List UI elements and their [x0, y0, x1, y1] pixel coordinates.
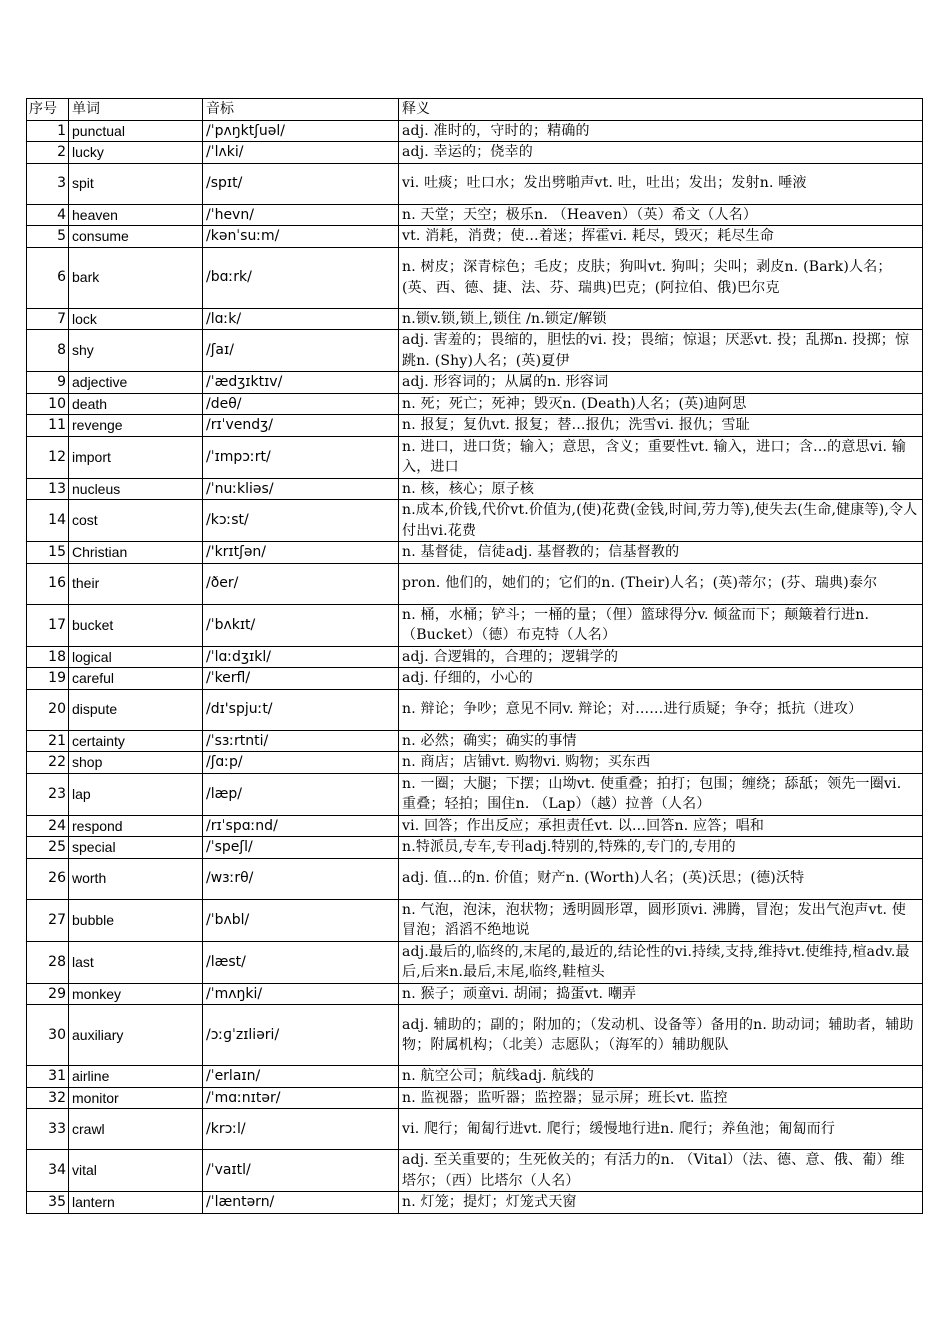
table-row — [27, 204, 923, 226]
phonetic-cell: /ˈmʌŋki/ — [203, 983, 399, 1005]
meaning-cell: adj. 值…的n. 价值；财产n. (Worth)人名；(英)沃思；(德)沃特 — [399, 858, 923, 899]
meaning-cell: n.成本,价钱,代价vt.价值为,(使)花费(金钱,时间,劳力等),使失去(生命,健康等),令人付出vi.花费 — [399, 500, 923, 542]
row-index: 25 — [27, 837, 69, 859]
meaning-cell: n. 基督徒，信徒adj. 基督教的；信基督教的 — [399, 542, 923, 564]
table-row — [27, 142, 923, 164]
table-row — [27, 1109, 923, 1150]
word-cell: certainty — [69, 730, 203, 752]
word-cell: crawl — [69, 1109, 203, 1150]
row-index: 19 — [27, 668, 69, 690]
table-row — [27, 1087, 923, 1109]
row-index: 16 — [27, 563, 69, 604]
table-row — [27, 1066, 923, 1088]
phonetic-cell: /ˈspeʃl/ — [203, 837, 399, 859]
meaning-cell: adj. 至关重要的；生死攸关的；有活力的n. （Vital）（法、德、意、俄、葡）维塔尔；（西）比塔尔（人名） — [399, 1150, 923, 1192]
word-cell: spit — [69, 163, 203, 204]
meaning-cell: n. 气泡，泡沫，泡状物；透明圆形罩，圆形顶vi. 沸腾，冒泡；发出气泡声vt. 使冒泡；滔滔不绝地说 — [399, 899, 923, 941]
word-cell: death — [69, 393, 203, 415]
phonetic-cell: /læp/ — [203, 773, 399, 815]
word-cell: logical — [69, 646, 203, 668]
meaning-cell: n. 进口，进口货；输入；意思，含义；重要性vt. 输入，进口；含…的意思vi. 输入，进口 — [399, 436, 923, 478]
word-cell: heaven — [69, 204, 203, 226]
meaning-cell: n. 报复；复仇vt. 报复；替…报仇；洗雪vi. 报仇；雪耻 — [399, 415, 923, 437]
table-body — [27, 120, 923, 1213]
row-index: 18 — [27, 646, 69, 668]
meaning-cell: vi. 爬行；匍匐行进vt. 爬行；缓慢地行进n. 爬行；养鱼池；匍匐而行 — [399, 1109, 923, 1150]
row-index: 4 — [27, 204, 69, 226]
table-row — [27, 163, 923, 204]
row-index: 8 — [27, 330, 69, 372]
row-index: 5 — [27, 226, 69, 248]
table-row — [27, 858, 923, 899]
meaning-cell: adj. 仔细的，小心的 — [399, 668, 923, 690]
meaning-cell: vi. 吐痰；吐口水；发出劈啪声vt. 吐，吐出；发出；发射n. 唾液 — [399, 163, 923, 204]
meaning-cell: adj. 幸运的；侥幸的 — [399, 142, 923, 164]
meaning-cell: vt. 消耗，消费；使…着迷；挥霍vi. 耗尽，毁灭；耗尽生命 — [399, 226, 923, 248]
meaning-cell: n. 核，核心；原子核 — [399, 478, 923, 500]
header-row — [27, 99, 923, 121]
meaning-cell: adj.最后的,临终的,末尾的,最近的,结论性的vi.持续,支持,维持vt.使维持,楦adv.最后,后来n.最后,末尾,临终,鞋楦头 — [399, 941, 923, 983]
word-cell: lantern — [69, 1192, 203, 1214]
table-row — [27, 247, 923, 308]
table-row — [27, 604, 923, 646]
table-row — [27, 899, 923, 941]
phonetic-cell: /ʃɑːp/ — [203, 752, 399, 774]
word-cell: nucleus — [69, 478, 203, 500]
phonetic-cell: /bɑːrk/ — [203, 247, 399, 308]
table-row — [27, 773, 923, 815]
word-cell: cost — [69, 500, 203, 542]
table-row — [27, 1192, 923, 1214]
row-index: 26 — [27, 858, 69, 899]
table-row — [27, 646, 923, 668]
row-index: 11 — [27, 415, 69, 437]
row-index: 3 — [27, 163, 69, 204]
header-word: 单词 — [69, 99, 203, 121]
table-row — [27, 563, 923, 604]
meaning-cell: n. 辩论；争吵；意见不同v. 辩论；对……进行质疑；争夺；抵抗（进攻） — [399, 689, 923, 730]
table-row — [27, 478, 923, 500]
table-row — [27, 308, 923, 330]
word-cell: careful — [69, 668, 203, 690]
row-index: 15 — [27, 542, 69, 564]
phonetic-cell: /ˈnuːkliəs/ — [203, 478, 399, 500]
header-index: 序号 — [27, 99, 69, 121]
meaning-cell: n. 必然；确实；确实的事情 — [399, 730, 923, 752]
phonetic-cell: /wɜːrθ/ — [203, 858, 399, 899]
phonetic-cell: /kɔːst/ — [203, 500, 399, 542]
vocabulary-table — [26, 98, 923, 1214]
word-cell: auxiliary — [69, 1005, 203, 1066]
row-index: 31 — [27, 1066, 69, 1088]
meaning-cell: n. 猴子；顽童vi. 胡闹；捣蛋vt. 嘲弄 — [399, 983, 923, 1005]
table-row — [27, 330, 923, 372]
header-phonetic: 音标 — [203, 99, 399, 121]
phonetic-cell: /ˈvaɪtl/ — [203, 1150, 399, 1192]
phonetic-cell: /ˈbʌbl/ — [203, 899, 399, 941]
header-meaning: 释义 — [399, 99, 923, 121]
phonetic-cell: /ˈsɜːrtnti/ — [203, 730, 399, 752]
phonetic-cell: /ðer/ — [203, 563, 399, 604]
meaning-cell: adj. 形容词的；从属的n. 形容词 — [399, 372, 923, 394]
row-index: 32 — [27, 1087, 69, 1109]
word-cell: respond — [69, 815, 203, 837]
table-row — [27, 668, 923, 690]
row-index: 12 — [27, 436, 69, 478]
meaning-cell: n. 一圈；大腿；下摆；山坳vt. 使重叠；拍打；包围；缠绕；舔舐；领先一圈vi. 重叠；轻拍；围住n. （Lap）（越）拉普（人名） — [399, 773, 923, 815]
phonetic-cell: /'krɪtʃən/ — [203, 542, 399, 564]
row-index: 24 — [27, 815, 69, 837]
row-index: 2 — [27, 142, 69, 164]
phonetic-cell: /ˈɪmpɔːrt/ — [203, 436, 399, 478]
row-index: 9 — [27, 372, 69, 394]
meaning-cell: adj. 害羞的；畏缩的，胆怯的vi. 投；畏缩；惊退；厌恶vt. 投；乱掷n. 投掷；惊跳n. (Shy)人名；(英)夏伊 — [399, 330, 923, 372]
word-cell: lucky — [69, 142, 203, 164]
row-index: 17 — [27, 604, 69, 646]
phonetic-cell: /kənˈsuːm/ — [203, 226, 399, 248]
word-cell: punctual — [69, 120, 203, 142]
word-cell: monkey — [69, 983, 203, 1005]
phonetic-cell: /rɪˈspɑːnd/ — [203, 815, 399, 837]
meaning-cell: adj. 辅助的；副的；附加的；（发动机、设备等）备用的n. 助动词；辅助者，辅助物；附属机构；（北美）志愿队；（海军的）辅助舰队 — [399, 1005, 923, 1066]
table-row — [27, 542, 923, 564]
phonetic-cell: /ˈlʌki/ — [203, 142, 399, 164]
meaning-cell: n.锁v.锁,锁上,锁住 /n.锁定/解锁 — [399, 308, 923, 330]
row-index: 20 — [27, 689, 69, 730]
table-row — [27, 436, 923, 478]
word-cell: dispute — [69, 689, 203, 730]
meaning-cell: n. 天堂；天空；极乐n. （Heaven）（英）希文（人名） — [399, 204, 923, 226]
table-row — [27, 730, 923, 752]
table-row — [27, 1005, 923, 1066]
word-cell: Christian — [69, 542, 203, 564]
meaning-cell: n. 灯笼；提灯；灯笼式天窗 — [399, 1192, 923, 1214]
row-index: 6 — [27, 247, 69, 308]
word-cell: adjective — [69, 372, 203, 394]
word-cell: shop — [69, 752, 203, 774]
word-cell: revenge — [69, 415, 203, 437]
row-index: 21 — [27, 730, 69, 752]
phonetic-cell: /ʃaɪ/ — [203, 330, 399, 372]
word-cell: lock — [69, 308, 203, 330]
word-cell: vital — [69, 1150, 203, 1192]
word-cell: lap — [69, 773, 203, 815]
word-cell: last — [69, 941, 203, 983]
table-row — [27, 500, 923, 542]
word-cell: bubble — [69, 899, 203, 941]
phonetic-cell: /ˈædʒɪktɪv/ — [203, 372, 399, 394]
phonetic-cell: /ˈlæntərn/ — [203, 1192, 399, 1214]
phonetic-cell: /ˈmɑːnɪtər/ — [203, 1087, 399, 1109]
table-row — [27, 226, 923, 248]
row-index: 7 — [27, 308, 69, 330]
phonetic-cell: /ɔːɡˈzɪliəri/ — [203, 1005, 399, 1066]
table-row — [27, 815, 923, 837]
table-row — [27, 752, 923, 774]
phonetic-cell: /ˈbʌkɪt/ — [203, 604, 399, 646]
phonetic-cell: /ˈlɑːdʒɪkl/ — [203, 646, 399, 668]
word-cell: shy — [69, 330, 203, 372]
row-index: 27 — [27, 899, 69, 941]
meaning-cell: n. 桶，水桶；铲斗；一桶的量；（俚）篮球得分v. 倾盆而下；颠簸着行进n. （Bucket）（德）布克特（人名） — [399, 604, 923, 646]
word-cell: their — [69, 563, 203, 604]
phonetic-cell: /lɑːk/ — [203, 308, 399, 330]
meaning-cell: n. 航空公司；航线adj. 航线的 — [399, 1066, 923, 1088]
table-row — [27, 415, 923, 437]
meaning-cell: vi. 回答；作出反应；承担责任vt. 以…回答n. 应答；唱和 — [399, 815, 923, 837]
phonetic-cell: /ˈpʌŋktʃuəl/ — [203, 120, 399, 142]
word-cell: bark — [69, 247, 203, 308]
row-index: 14 — [27, 500, 69, 542]
row-index: 22 — [27, 752, 69, 774]
row-index: 35 — [27, 1192, 69, 1214]
table-row — [27, 689, 923, 730]
row-index: 29 — [27, 983, 69, 1005]
row-index: 34 — [27, 1150, 69, 1192]
row-index: 10 — [27, 393, 69, 415]
row-index: 1 — [27, 120, 69, 142]
word-cell: consume — [69, 226, 203, 248]
meaning-cell: n. 树皮；深青棕色；毛皮；皮肤；狗叫vt. 狗叫；尖叫；剥皮n. (Bark)人名；(英、西、德、捷、法、芬、瑞典)巴克；(阿拉伯、俄)巴尔克 — [399, 247, 923, 308]
phonetic-cell: /ˈhevn/ — [203, 204, 399, 226]
table-row — [27, 1150, 923, 1192]
word-cell: airline — [69, 1066, 203, 1088]
row-index: 28 — [27, 941, 69, 983]
meaning-cell: n. 死；死亡；死神；毁灭n. (Death)人名；(英)迪阿思 — [399, 393, 923, 415]
row-index: 23 — [27, 773, 69, 815]
row-index: 30 — [27, 1005, 69, 1066]
table-row — [27, 983, 923, 1005]
word-cell: special — [69, 837, 203, 859]
table-row — [27, 393, 923, 415]
meaning-cell: n. 监视器；监听器；监控器；显示屏；班长vt. 监控 — [399, 1087, 923, 1109]
word-cell: import — [69, 436, 203, 478]
table-row — [27, 941, 923, 983]
meaning-cell: n. 商店；店铺vt. 购物vi. 购物；买东西 — [399, 752, 923, 774]
phonetic-cell: /ˈkerfl/ — [203, 668, 399, 690]
row-index: 13 — [27, 478, 69, 500]
table-row — [27, 837, 923, 859]
phonetic-cell: /deθ/ — [203, 393, 399, 415]
phonetic-cell: /ˈerlaɪn/ — [203, 1066, 399, 1088]
word-cell: monitor — [69, 1087, 203, 1109]
meaning-cell: adj. 合逻辑的，合理的；逻辑学的 — [399, 646, 923, 668]
table-row — [27, 120, 923, 142]
meaning-cell: pron. 他们的，她们的；它们的n. (Their)人名；(英)蒂尔；(芬、瑞典)泰尔 — [399, 563, 923, 604]
phonetic-cell: /rɪˈvendʒ/ — [203, 415, 399, 437]
row-index: 33 — [27, 1109, 69, 1150]
word-cell: bucket — [69, 604, 203, 646]
meaning-cell: n.特派员,专车,专刊adj.特别的,特殊的,专门的,专用的 — [399, 837, 923, 859]
phonetic-cell: /dɪ'spjuːt/ — [203, 689, 399, 730]
phonetic-cell: /læst/ — [203, 941, 399, 983]
phonetic-cell: /krɔːl/ — [203, 1109, 399, 1150]
word-cell: worth — [69, 858, 203, 899]
table-row — [27, 372, 923, 394]
phonetic-cell: /spɪt/ — [203, 163, 399, 204]
meaning-cell: adj. 准时的，守时的；精确的 — [399, 120, 923, 142]
